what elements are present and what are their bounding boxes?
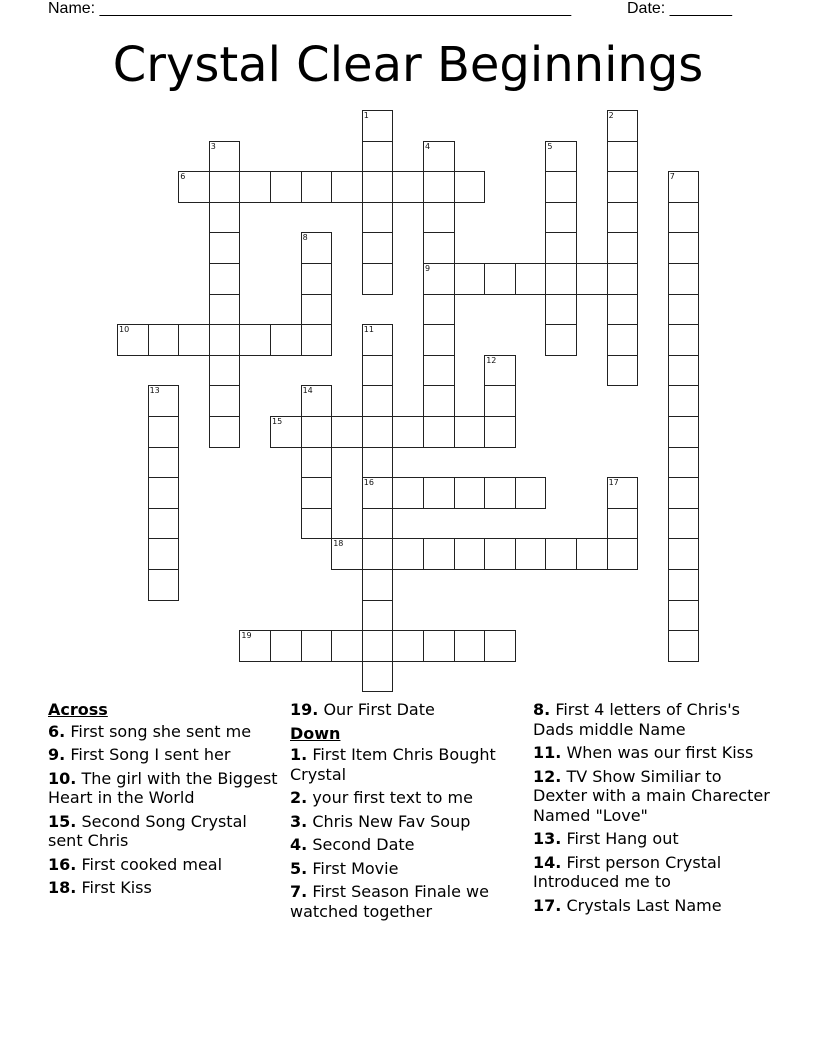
crossword-cell[interactable] <box>668 569 700 601</box>
crossword-cell[interactable] <box>576 263 608 295</box>
crossword-cell[interactable] <box>545 324 577 356</box>
crossword-cell[interactable] <box>515 538 547 570</box>
crossword-cell[interactable] <box>668 232 700 264</box>
cell-number: 7 <box>669 172 675 182</box>
crossword-cell[interactable] <box>423 232 455 264</box>
clue-number: 12. <box>533 766 562 786</box>
clue-down-8 <box>533 700 778 739</box>
crossword-cell[interactable] <box>362 600 394 632</box>
clue-text: First cooked meal <box>81 854 223 874</box>
clue-number: 7. <box>290 882 308 901</box>
crossword-cell[interactable] <box>301 324 333 356</box>
cell-number: 5 <box>547 141 553 151</box>
crossword-cell[interactable] <box>392 171 424 203</box>
crossword-cell[interactable] <box>392 630 424 662</box>
clue-text: First Hang out <box>566 829 679 848</box>
crossword-cell[interactable] <box>423 141 455 173</box>
crossword-cell[interactable] <box>607 355 639 387</box>
clue-number: 10. <box>48 768 77 788</box>
clue-text: Crystals Last Name <box>566 895 722 915</box>
clue-number: 9. <box>48 745 66 764</box>
clue-text: First 4 letters of Chris's Dads middle Name <box>533 700 740 739</box>
clue-across-16 <box>48 855 280 875</box>
crossword-cell[interactable] <box>668 324 700 356</box>
cell-number: 13 <box>149 386 160 396</box>
crossword-cell[interactable] <box>668 171 700 203</box>
clue-number: 2. <box>290 788 308 807</box>
cell-number: 1 <box>363 111 369 120</box>
cell-number: 4 <box>425 141 431 151</box>
crossword-cell[interactable] <box>148 447 180 479</box>
crossword-cell[interactable] <box>301 171 333 203</box>
crossword-cell[interactable] <box>209 171 241 203</box>
clue-down-17 <box>533 896 778 916</box>
clue-text: First Kiss <box>81 878 152 897</box>
cell-number: 3 <box>210 141 216 151</box>
crossword-cell[interactable] <box>270 630 302 662</box>
clue-across-19 <box>290 700 525 720</box>
crossword-cell[interactable] <box>362 232 394 264</box>
crossword-cell[interactable] <box>239 630 271 662</box>
crossword-cell[interactable] <box>209 294 241 326</box>
across-heading: Across <box>48 700 108 719</box>
clue-text: First person Crystal Introduced me to <box>533 852 722 891</box>
crossword-cell[interactable] <box>668 600 700 632</box>
clue-across-18 <box>48 878 280 898</box>
crossword-cell[interactable] <box>668 294 700 326</box>
crossword-cell[interactable] <box>362 416 394 448</box>
crossword-cell[interactable] <box>362 630 394 662</box>
crossword-cell[interactable] <box>607 232 639 264</box>
crossword-cell[interactable] <box>362 324 394 356</box>
clue-number: 17. <box>533 895 562 915</box>
crossword-cell[interactable] <box>209 355 241 387</box>
crossword-cell[interactable] <box>607 477 639 509</box>
crossword-cell[interactable] <box>362 538 394 570</box>
clues-column-1 <box>48 700 280 902</box>
cell-number: 16 <box>363 478 374 488</box>
cell-number: 10 <box>119 325 130 335</box>
crossword-cell[interactable] <box>607 263 639 295</box>
clue-text: First Movie <box>312 858 399 878</box>
crossword-cell[interactable] <box>668 538 700 570</box>
clue-number: 8. <box>533 700 551 719</box>
clue-down-13 <box>533 829 778 849</box>
clue-text: The girl with the Biggest Heart in the World <box>48 768 278 807</box>
crossword-cell[interactable] <box>484 355 516 387</box>
crossword-cell[interactable] <box>239 324 271 356</box>
crossword-cell[interactable] <box>148 324 180 356</box>
crossword-cell[interactable] <box>362 569 394 601</box>
crossword-cell[interactable] <box>423 294 455 326</box>
clue-down-4 <box>290 835 525 855</box>
crossword-cell[interactable] <box>423 538 455 570</box>
crossword-cell[interactable] <box>392 538 424 570</box>
clue-text: First Season Finale we watched together <box>290 882 489 921</box>
crossword-cell[interactable] <box>362 171 394 203</box>
clue-down-2 <box>290 788 525 808</box>
crossword-cell[interactable] <box>117 324 149 356</box>
clue-down-1 <box>290 745 525 784</box>
cell-number: 8 <box>302 233 308 243</box>
crossword-cell[interactable] <box>668 202 700 234</box>
crossword-cell[interactable] <box>454 263 486 295</box>
crossword-cell[interactable] <box>301 630 333 662</box>
crossword-cell[interactable] <box>331 416 363 448</box>
clue-down-14 <box>533 853 778 892</box>
crossword-cell[interactable] <box>423 202 455 234</box>
crossword-cell[interactable] <box>270 416 302 448</box>
crossword-cell[interactable] <box>239 171 271 203</box>
crossword-cell[interactable] <box>607 202 639 234</box>
clue-number: 3. <box>290 811 308 831</box>
crossword-cell[interactable] <box>301 508 333 540</box>
clue-text: First Item Chris Bought Crystal <box>290 745 496 784</box>
clue-text: Second Song Crystal sent Chris <box>48 811 247 850</box>
clues-column-2 <box>290 700 525 925</box>
clue-down-7 <box>290 882 525 921</box>
clue-number: 5. <box>290 858 308 878</box>
crossword-cell[interactable] <box>178 171 210 203</box>
crossword-cell[interactable] <box>209 385 241 417</box>
crossword-cell[interactable] <box>607 324 639 356</box>
crossword-cell[interactable] <box>209 202 241 234</box>
cell-number: 14 <box>302 386 313 396</box>
crossword-cell[interactable] <box>362 355 394 387</box>
crossword-cell[interactable] <box>301 416 333 448</box>
crossword-cell[interactable] <box>484 477 516 509</box>
crossword-cell[interactable] <box>301 232 333 264</box>
crossword-cell[interactable] <box>607 110 639 142</box>
crossword-cell[interactable] <box>668 477 700 509</box>
clue-across-9 <box>48 745 280 765</box>
crossword-cell[interactable] <box>331 538 363 570</box>
crossword-cell[interactable] <box>607 171 639 203</box>
clue-text: Our First Date <box>323 700 435 719</box>
crossword-cell[interactable] <box>423 630 455 662</box>
crossword-cell[interactable] <box>668 416 700 448</box>
crossword-cell[interactable] <box>423 171 455 203</box>
cell-number: 19 <box>241 631 252 641</box>
crossword-cell[interactable] <box>423 477 455 509</box>
clue-down-3 <box>290 812 525 832</box>
crossword-cell[interactable] <box>607 294 639 326</box>
crossword-cell[interactable] <box>209 141 241 173</box>
crossword-cell[interactable] <box>668 630 700 662</box>
crossword-cell[interactable] <box>454 630 486 662</box>
cell-number: 17 <box>608 478 619 488</box>
cell-number: 15 <box>272 417 283 426</box>
crossword-cell[interactable] <box>392 477 424 509</box>
name-field-label: Name: _____________________________________________________ <box>48 0 572 17</box>
crossword-cell[interactable] <box>423 324 455 356</box>
crossword-cell[interactable] <box>423 385 455 417</box>
crossword-cell[interactable] <box>607 141 639 173</box>
crossword-cell[interactable] <box>362 477 394 509</box>
crossword-cell[interactable] <box>331 171 363 203</box>
clue-number: 11. <box>533 743 562 762</box>
clue-number: 6. <box>48 721 66 741</box>
clue-text: TV Show Similiar to Dexter with a main Charecter Named "Love" <box>533 766 770 825</box>
crossword-cell[interactable] <box>148 477 180 509</box>
clue-down-11 <box>533 743 778 763</box>
clue-across-10 <box>48 769 280 808</box>
crossword-cell[interactable] <box>423 355 455 387</box>
crossword-cell[interactable] <box>454 171 486 203</box>
crossword-cell[interactable] <box>362 263 394 295</box>
crossword-cell[interactable] <box>668 508 700 540</box>
crossword-cell[interactable] <box>270 324 302 356</box>
clue-number: 1. <box>290 745 308 764</box>
crossword-cell[interactable] <box>607 508 639 540</box>
crossword-cell[interactable] <box>209 324 241 356</box>
clue-number: 13. <box>533 829 562 848</box>
crossword-cell[interactable] <box>515 477 547 509</box>
crossword-cell[interactable] <box>454 477 486 509</box>
clue-down-12 <box>533 767 778 826</box>
crossword-cell[interactable] <box>545 171 577 203</box>
crossword-cell[interactable] <box>668 385 700 417</box>
crossword-cell[interactable] <box>484 538 516 570</box>
crossword-cell[interactable] <box>301 294 333 326</box>
crossword-cell[interactable] <box>545 294 577 326</box>
crossword-cell[interactable] <box>362 110 394 142</box>
clue-text: Second Date <box>312 835 415 854</box>
clue-number: 19. <box>290 700 319 719</box>
clue-across-6 <box>48 722 280 742</box>
cell-number: 18 <box>333 539 344 549</box>
cell-number: 12 <box>486 355 497 365</box>
crossword-cell[interactable] <box>362 385 394 417</box>
crossword-cell[interactable] <box>545 263 577 295</box>
crossword-cell[interactable] <box>301 263 333 295</box>
crossword-cell[interactable] <box>362 508 394 540</box>
crossword-cell[interactable] <box>301 447 333 479</box>
crossword-cell[interactable] <box>545 141 577 173</box>
cell-number: 11 <box>363 325 374 335</box>
crossword-cell[interactable] <box>392 416 424 448</box>
crossword-cell[interactable] <box>423 263 455 295</box>
crossword-cell[interactable] <box>301 385 333 417</box>
crossword-cell[interactable] <box>362 202 394 234</box>
crossword-cell[interactable] <box>607 538 639 570</box>
cell-number: 2 <box>608 111 614 120</box>
crossword-cell[interactable] <box>301 477 333 509</box>
crossword-cell[interactable] <box>362 447 394 479</box>
clue-text: When was our first Kiss <box>566 743 754 762</box>
crossword-cell[interactable] <box>484 630 516 662</box>
crossword-cell[interactable] <box>668 355 700 387</box>
clue-text: First Song I sent her <box>70 745 231 764</box>
crossword-cell[interactable] <box>148 569 180 601</box>
crossword-cell[interactable] <box>545 538 577 570</box>
clue-number: 14. <box>533 852 562 872</box>
clue-down-5 <box>290 859 525 879</box>
clue-number: 18. <box>48 878 77 897</box>
crossword-cell[interactable] <box>484 263 516 295</box>
crossword-cell[interactable] <box>209 232 241 264</box>
crossword-cell[interactable] <box>484 416 516 448</box>
crossword-cell[interactable] <box>148 416 180 448</box>
crossword-cell[interactable] <box>331 630 363 662</box>
clue-text: First song she sent me <box>70 721 252 741</box>
clue-text: your first text to me <box>312 788 473 807</box>
clue-number: 16. <box>48 854 77 874</box>
date-field-label: Date: _______ <box>627 0 732 17</box>
crossword-cell[interactable] <box>454 416 486 448</box>
crossword-cell[interactable] <box>270 171 302 203</box>
crossword-cell[interactable] <box>545 202 577 234</box>
clue-number: 4. <box>290 835 308 854</box>
puzzle-title: Crystal Clear Beginnings <box>112 37 704 93</box>
crossword-cell[interactable] <box>148 385 180 417</box>
clues-column-3 <box>533 700 778 919</box>
crossword-cell[interactable] <box>576 538 608 570</box>
crossword-cell[interactable] <box>484 385 516 417</box>
crossword-cell[interactable] <box>545 232 577 264</box>
crossword-cell[interactable] <box>668 447 700 479</box>
crossword-cell[interactable] <box>423 416 455 448</box>
crossword-cell[interactable] <box>209 263 241 295</box>
clue-text: Chris New Fav Soup <box>312 811 471 831</box>
crossword-cell[interactable] <box>668 263 700 295</box>
down-heading: Down <box>290 723 341 743</box>
crossword-cell[interactable] <box>362 141 394 173</box>
crossword-cell[interactable] <box>148 508 180 540</box>
clue-number: 15. <box>48 811 77 831</box>
crossword-cell[interactable] <box>515 263 547 295</box>
crossword-cell[interactable] <box>148 538 180 570</box>
crossword-cell[interactable] <box>209 416 241 448</box>
crossword-cell[interactable] <box>178 324 210 356</box>
cell-number: 6 <box>180 172 186 182</box>
clue-across-15 <box>48 812 280 851</box>
cell-number: 9 <box>425 264 431 273</box>
crossword-cell[interactable] <box>362 661 394 693</box>
crossword-cell[interactable] <box>454 538 486 570</box>
